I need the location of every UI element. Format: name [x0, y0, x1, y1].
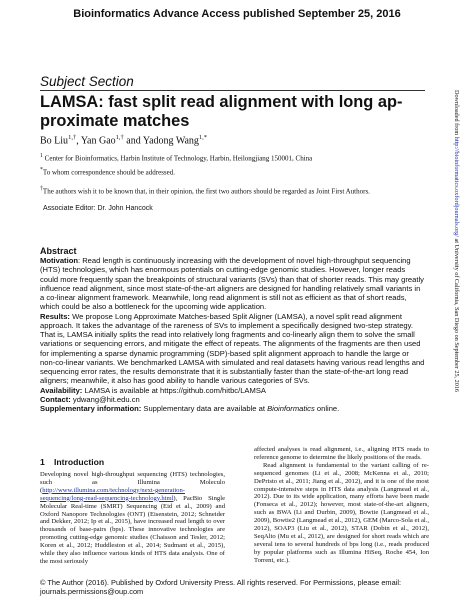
abstract-availability	[40, 386, 425, 395]
correspondence-marker: *	[40, 167, 43, 173]
availability-text: LAMSA is available at https://github.com/hitbc/LAMSA	[82, 385, 266, 395]
intro-text-cont: ), PacBio Single Molecular Real-time (SMRT) Sequencing (Eid et al., 2009) and Oxford Nanopore Technologies (ONT) (Eisenstein, 2012; Schneider and Dekker, 2012; Ip et al., 2015), have increased read length to over thousands of base-pairs (bps). These innovative technologies are promoting cutting-edge genomic studies (Chaisson and Tesler, 2012; Koren et al., 2012; Huddleston et al., 2014; Sudmant et al., 2015), while they also influence various kinds of HTS data analysis. One of the most seriously	[40, 494, 225, 565]
joint-author-note	[40, 185, 440, 196]
col2-paragraph-1: affected analyses is read alignment, i.e., aligning HTS reads to reference genome to determine the likely positions of the reads.	[254, 446, 429, 461]
col2-paragraph-2: Read alignment is fundamental to the variant calling of re-sequenced genomes (Li et al., 2008; McKenna et al., 2010; DePristo et al., 2011; Jiang et al., 2012), and it is one of the most compute-intensive steps in HTS data analysis (Langmead et al., 2012). Due to its wide application, many efforts have been made (Fonseca et al., 2012); however, most state-of-the-art aligners, such as BWA (Li and Durbin, 2009), Bowtie (Langmead et al., 2009), Bowtie2 (Langmead et al., 2012), GEM (Marco-Sola et al., 2012), SOAP3 (Liu et al., 2012), STAR (Dobin et al., 2012), SeqAlto (Mu et al., 2012), are designed for short reads which are several tens to several hundreds of bps long (i.e., reads produced by popular platforms such as Illumina HiSeq, Roche 454, Ion Torrent, etc.).	[254, 461, 429, 564]
correspondence-text: To whom correspondence should be addressed.	[42, 168, 176, 177]
author-list	[40, 134, 207, 146]
supplementary-label: Supplementary information:	[40, 404, 142, 413]
motivation-text: : Read length is continuously increasing with the development of novel high-throughput sequencing (HTS) technologies, which has enormous potentials on cutting-edge genomic studies. However, longer reads could more frequently span the breakpoints of structural variants (SVs) than that of shorter reads. This may greatly influence read alignment, since most state-of-the-art aligners are designed for handling relatively small variants in a co-linear alignment framework. Meanwhile, long read alignment is still not as efficient as that of short reads, which could be also a bottleneck for the upcoming wide application.	[40, 256, 424, 312]
abstract-results	[40, 312, 425, 386]
title-line-2: proximate matches	[40, 112, 190, 130]
introduction-heading	[40, 457, 225, 467]
associate-editor: Associate Editor: Dr. John Hancock	[43, 205, 153, 212]
abstract-motivation	[40, 256, 425, 312]
abstract-body	[40, 256, 425, 413]
abstract-contact	[40, 395, 425, 404]
affiliation-text: Center for Bioinformatics, Harbin Institute of Technology, Harbin, Heilongjiang 150001, China	[44, 154, 313, 163]
section-number: 1	[40, 457, 45, 467]
author-name: Yadong Wang	[142, 135, 199, 147]
download-sidebar	[453, 90, 469, 530]
results-label: Results:	[40, 311, 70, 321]
author-name: Yan Gao	[80, 135, 116, 147]
author-separator: and	[123, 135, 143, 147]
affiliation	[40, 152, 440, 163]
abstract-supplementary	[40, 404, 425, 413]
permissions-email: journals.permissions@oup.com	[40, 587, 144, 596]
correspondence-note	[40, 166, 440, 177]
left-column	[40, 457, 225, 566]
copyright-footer	[40, 578, 430, 596]
contact-label: Contact:	[40, 394, 71, 404]
download-prefix: Downloaded from	[453, 90, 460, 137]
affiliation-marker: 1	[40, 153, 43, 159]
section-title: Introduction	[54, 457, 105, 467]
contact-text: ydwang@hit.edu.cn	[70, 394, 140, 404]
journal-header: Bioinformatics Advance Access published September 25, 2016	[73, 8, 401, 20]
introduction-paragraph	[40, 471, 225, 566]
subject-section-label: Subject Section	[40, 74, 134, 89]
supplementary-text: Supplementary data are available at	[141, 404, 268, 413]
journal-name: Bioinformatics	[267, 404, 315, 413]
journal-link[interactable]: http://bioinformatics.oxfordjournals.org/	[453, 136, 460, 237]
author-superscript: 1,†	[68, 134, 77, 141]
copyright-line: © The Author (2016). Published by Oxford University Press. All rights reserved. For Permissions, please email:	[40, 578, 402, 587]
author-superscript: 1,*	[198, 134, 208, 141]
download-suffix: at University of California, San Diego on September 25, 2016	[453, 237, 460, 393]
availability-label: Availability:	[40, 385, 83, 395]
results-text: We propose Long Approximate Matches-based Split Aligner (LAMSA), a novel split read alignment approach. It takes the advantage of the rareness of SVs to implement a specifically designed two-step strategy. That is, LAMSA initially splits the read into relatively long fragments and co-linearly align them to solve the small variations or sequencing errors, and mitigate the effect of repeats. The alignments of the fragments are then used for implementing a sparse dynamic programming (SDP)-based split alignment approach to handle the large or non-co-linear variants. We benchmarked LAMSA with simulated and real datasets having various read lengths and sequencing error rates, the results demonstrate that it is substantially faster than the state-of-the-art long read aligners; meanwhile, it also has good ability to handle various categories of SVs.	[40, 311, 425, 386]
intro-text: Developing novel high-throughput sequencing (HTS) technologies, such as Illumina Moleculo (	[40, 471, 225, 494]
download-notice	[453, 90, 460, 530]
author-separator: ,	[76, 135, 81, 147]
author-name: Bo Liu	[40, 135, 69, 147]
paper-title	[40, 93, 430, 131]
author-superscript: 1,†	[115, 134, 124, 141]
illumina-link[interactable]: http://www.illumina.com/technology/next-generation-sequencing/long-read-sequencing-technology.html	[40, 486, 185, 502]
motivation-label: Motivation	[40, 256, 78, 265]
joint-author-marker: †	[40, 186, 43, 192]
abstract-heading: Abstract	[40, 246, 77, 256]
title-line-1: LAMSA: fast split read alignment with long ap-	[40, 93, 403, 111]
section-rule	[40, 90, 425, 91]
right-column	[254, 446, 429, 565]
supplementary-tail: online.	[314, 404, 340, 413]
joint-author-text: The authors wish it to be known that, in their opinion, the first two authors should be regarded as Joint First Authors.	[42, 187, 370, 196]
